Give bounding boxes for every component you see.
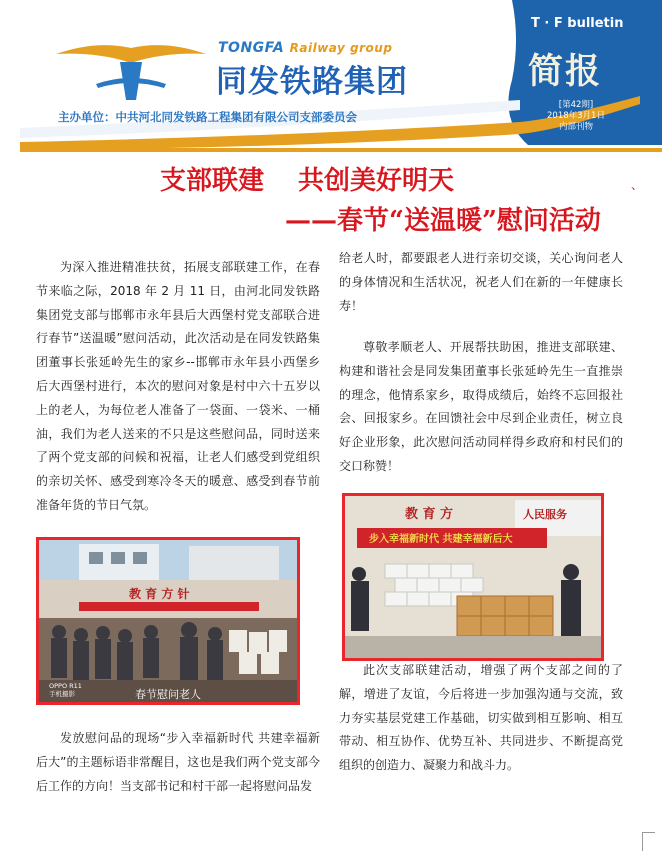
brand-english: TONGFA Railway group [218, 40, 393, 56]
issue-number: [第42期] [558, 100, 594, 110]
paragraph-1: 为深入推进精准扶贫，拓展支部联建工作，在春节来临之际，2018 年 2 月 11 日，由河北同发铁路集团党支部与邯郸市永年县后大西堡村党支部联合进行春节”送温暖”慰问活动，此次活动是在同发铁路集团董事长张延岭先生的家乡--邯郸市永年县小西堡乡后大西堡村进行，本次的慰问对象是村中六十五岁以上的老人，为每位老人准备了一袋面、一袋米、一桶油，我们为老人送来的不只是这些慰问品，同时送来了两个党支部的问候和祝福，让老人们感受到党组织的亲切关怀、感受到寒冷冬天的暖意、感受到春节前准备年货的节日气氛。 [36, 260, 320, 512]
camera-watermark: OPPO R11 手机摄影 [49, 682, 82, 698]
article-subtitle: ——春节“送温暖”慰问活动 [285, 206, 601, 236]
page-corner-mark [642, 832, 655, 851]
photo-caption: 春节慰问老人 [135, 688, 201, 701]
internal-note: 内部刊物 [558, 122, 593, 132]
host-organization: 主办单位：中共河北同发铁路工程集团有限公司支部委员会 [58, 110, 357, 124]
paragraph-3: 给老人时，都要跟老人进行亲切交谈，关心询问老人的身体情况和生活状况，祝老人们在新的一年健康长寿！ [339, 251, 623, 313]
bulletin-label: T · F bulletin [531, 16, 624, 31]
title-part-2: 共创美好明天 [298, 166, 455, 196]
photo-visiting-elderly [36, 537, 300, 705]
article-title [160, 160, 454, 197]
photo-image [345, 496, 601, 658]
svg-text:教 育 方 针: 教 育 方 针 [129, 587, 190, 601]
photo-distribution-site [342, 493, 604, 661]
brand-chinese: 同发铁路集团 [216, 64, 408, 100]
photo-image [39, 540, 297, 702]
paragraph-5: 此次支部联建活动，增强了两个支部之间的了解，增进了友谊，今后将进一步加强沟通与交流，致力夯实基层党建工作基础，切实做到相互影响、相互带动、相互协作、优势互补、共同进步、不断提高党组织的创造力、凝聚力和战斗力。 [339, 663, 623, 773]
title-part-1: 支部联建 [160, 166, 265, 196]
svg-text:人民服务: 人民服务 [523, 508, 567, 521]
svg-text:步入幸福新时代 共建幸福新后大: 步入幸福新时代 共建幸福新后大 [369, 534, 513, 545]
issue-info [545, 100, 607, 133]
bulletin-title: 简报 [528, 52, 603, 92]
masthead [0, 0, 662, 152]
issue-date: 2018年3月1日 [547, 111, 605, 121]
paragraph-4: 尊敬孝顺老人、开展帮扶助困，推进支部联建、构建和谐社会是同发集团董事长张延岭先生一直推崇的理念，他情系家乡，取得成绩后，始终不忘回报社会、回报家乡。在回馈社会中尽到企业责任，树立良好企业形象，此次慰问活动同样得乡政府和村民们的交口称赞！ [339, 340, 623, 473]
svg-text:教 育 方: 教 育 方 [405, 507, 454, 522]
tongfa-logo [56, 40, 206, 104]
paragraph-2: 发放慰问品的现场“步入幸福新时代 共建幸福新后大”的主题标语非常醒目，这也是我们两个党支部今后工作的方向！当支部书记和村干部一起将慰问品发 [36, 731, 320, 793]
